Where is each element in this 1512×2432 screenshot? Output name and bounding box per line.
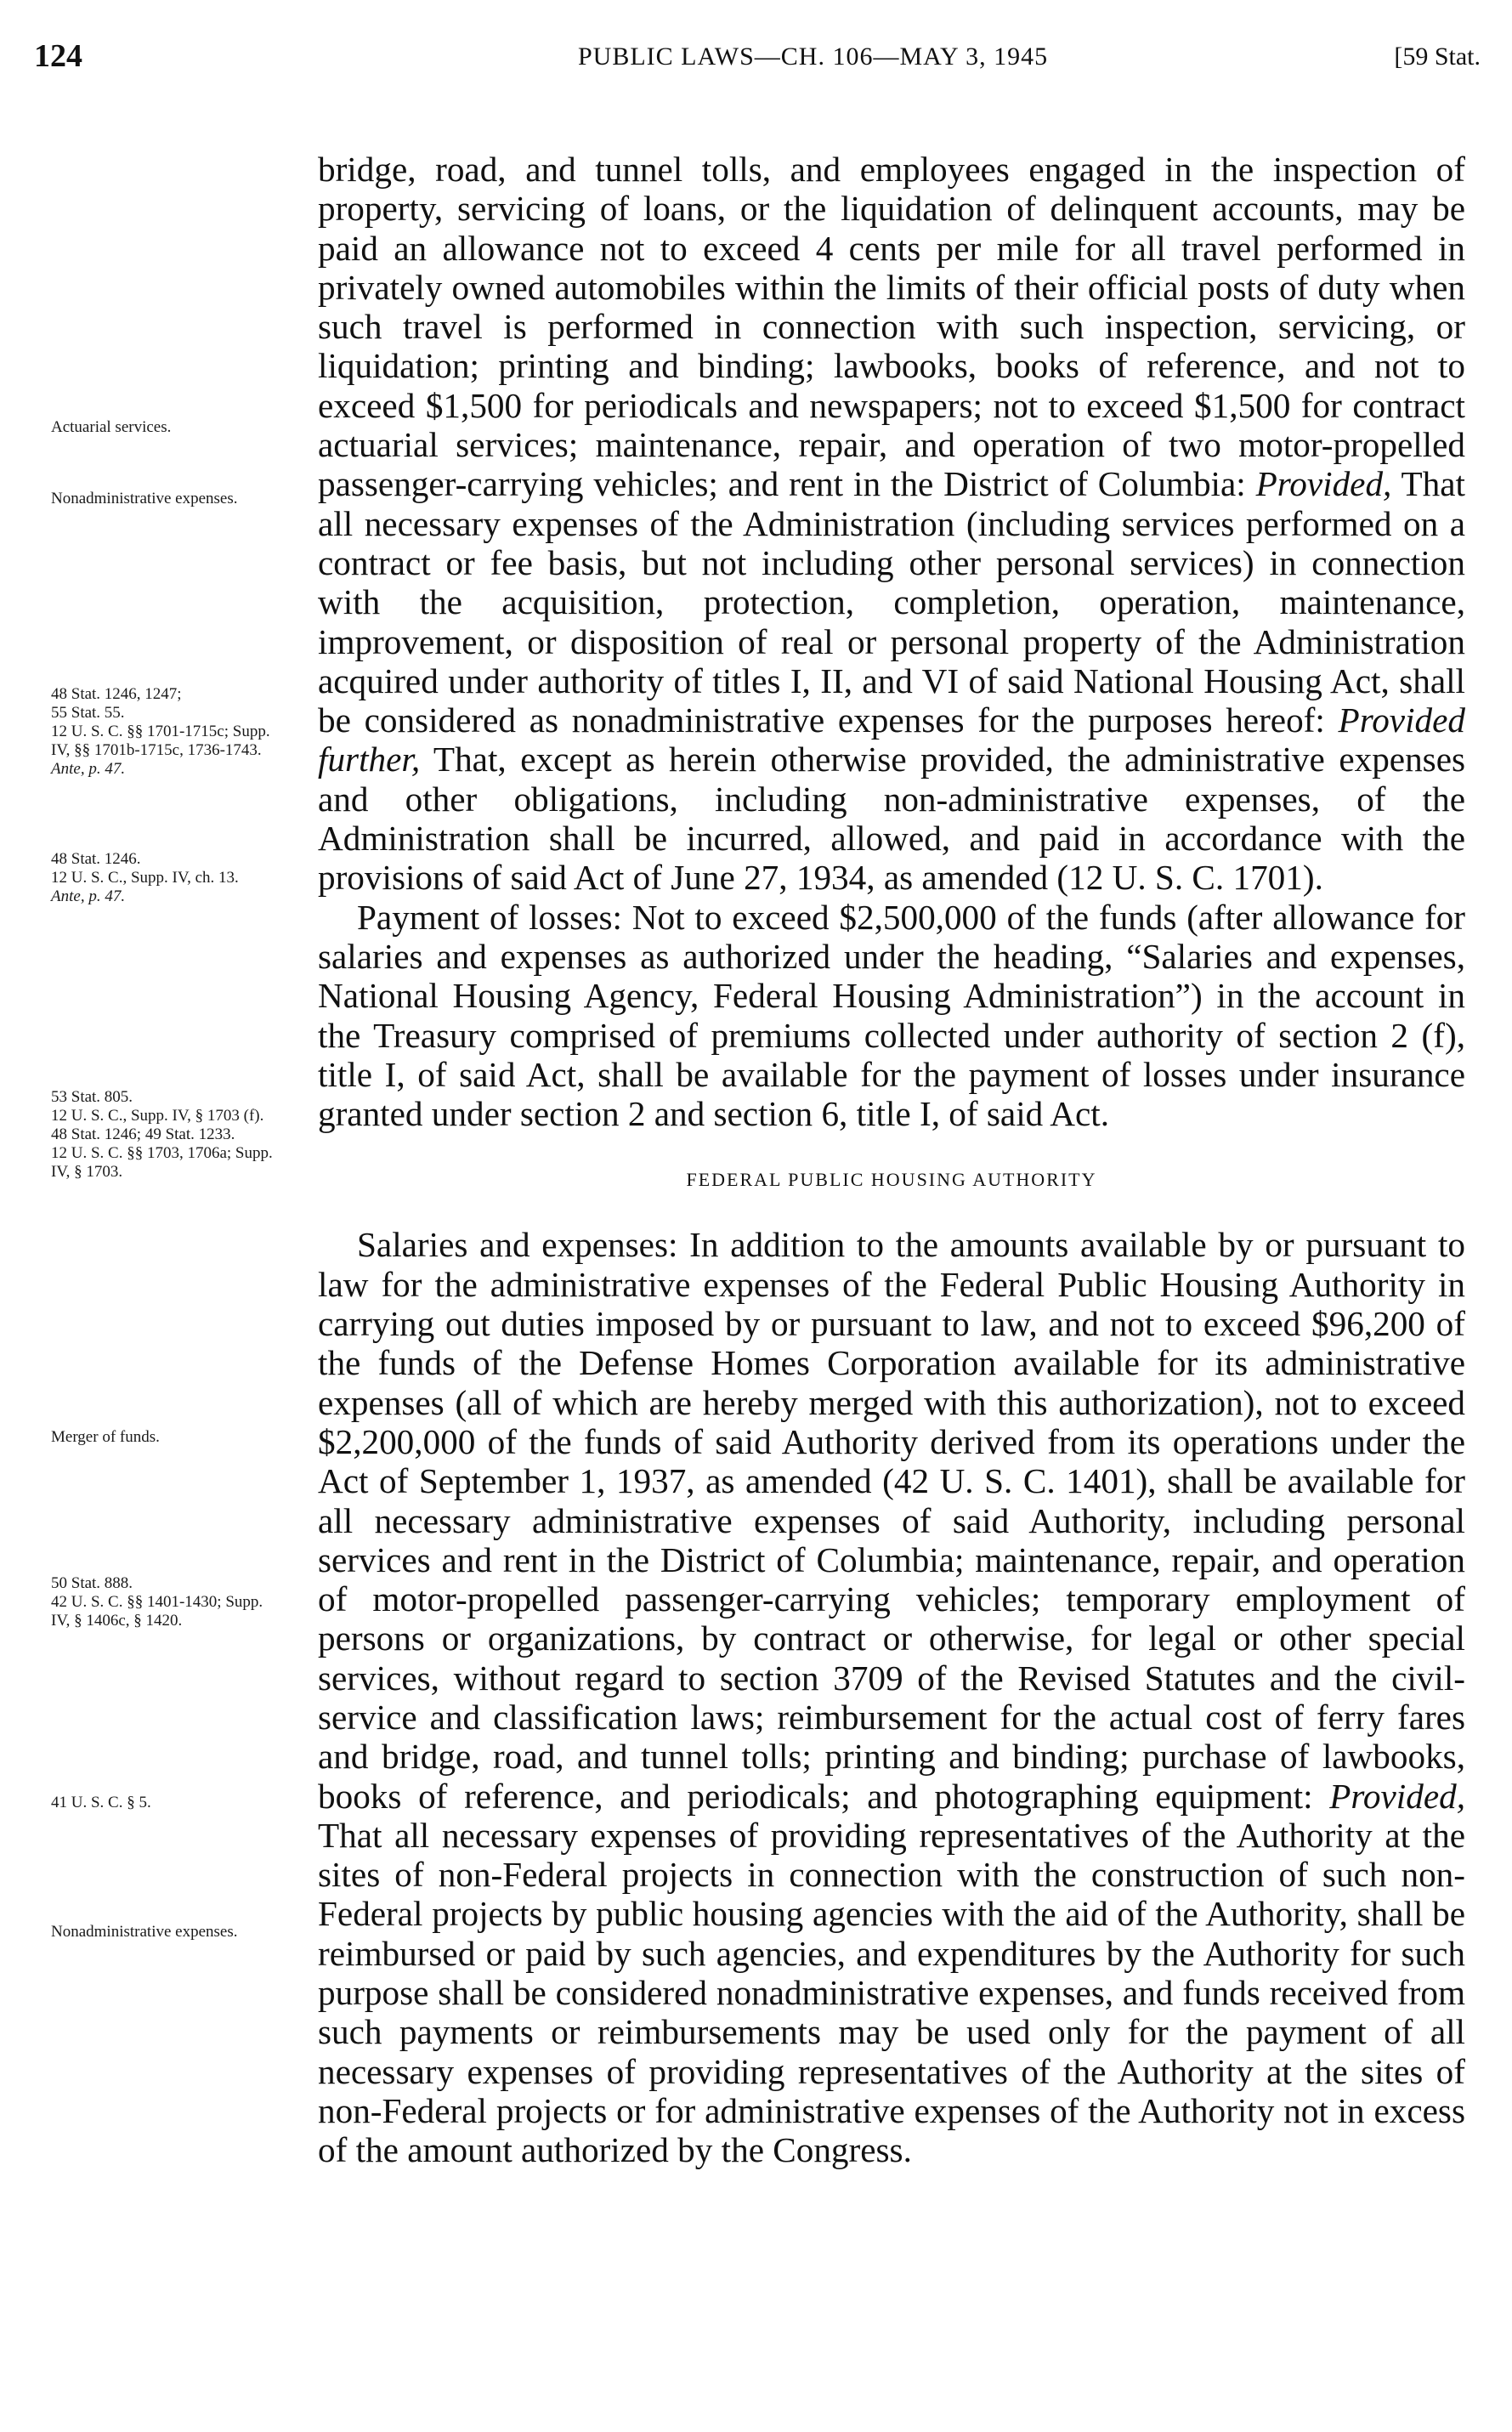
body-text	[318, 150, 1465, 2170]
margin-note-citation-2	[51, 850, 280, 906]
margin-note-citation-3	[51, 1088, 280, 1182]
text-run: bridge, road, and tunnel tolls, and employees engaged in the inspection of property, servicing of loans, or the liquidation of delinquent accounts, may be paid an allowance not to exceed 4 cents per mile for all travel performed in privately owned automobiles within the limits of their official posts of duty when such travel is performed in connection with such inspection, servicing, or liquidation; printing and binding; lawbooks, books of reference, and not to exceed $1,500 for periodicals and newspapers; not to exceed $1,500 for contract actuarial services; maintenance, repair, and operation of two motor-propelled passenger-carrying vehicles; and rent in the District of Columbia:	[318, 150, 1465, 504]
citation-line: 53 Stat. 805.	[51, 1088, 133, 1106]
provided-term: Provided,	[1255, 464, 1392, 504]
margin-note-citation-4	[51, 1574, 280, 1630]
citation-line: Ante, p. 47.	[51, 887, 126, 905]
section-heading: FEDERAL PUBLIC HOUSING AUTHORITY	[686, 1169, 1097, 1191]
statute-reference: [59 Stat.	[1394, 43, 1481, 71]
margin-note-citation-5: 41 U. S. C. § 5.	[51, 1794, 151, 1811]
page-number: 124	[34, 38, 82, 74]
citation-line: 48 Stat. 1246.	[51, 850, 141, 868]
text-run: That all necessary expenses of providing representatives of the Authority at the sites of non-Federal projects in connection with the construction of such non-Federal projects by public housing agencies with the aid of the Authority, shall be reimbursed or paid by such agencies, and expenditures by the Authority for such purpose shall be considered nonadministrative expenses, and funds received from such payments or reimbursements may be used only for the payment of all necessary expenses of providing representatives of the Authority at the sites of non-Federal projects or for administrative expenses of the Authority not in excess of the amount authorized by the Congress.	[318, 1815, 1465, 2170]
page-header	[34, 37, 1481, 80]
margin-note-nonadministrative: Nonadministrative expenses.	[51, 490, 238, 507]
paragraph-continuation	[318, 150, 1465, 898]
citation-line: 48 Stat. 1246; 49 Stat. 1233.	[51, 1125, 235, 1143]
running-head: PUBLIC LAWS—CH. 106—MAY 3, 1945	[578, 43, 1049, 71]
margin-note-merger: Merger of funds.	[51, 1428, 160, 1446]
citation-line: 12 U. S. C., Supp. IV, § 1703 (f).	[51, 1107, 264, 1125]
margin-note-citation-1	[51, 685, 280, 779]
citation-line: Ante, p. 47.	[51, 760, 126, 778]
text-run: That all necessary expenses of the Administration (including services performed on a contract or fee basis, but not including other personal services) in connection with the acquisition, protection, completion, operation, maintenance, improvement, or disposition of real or personal property of the Administration acquired under authority of titles I, II, and VI of said National Housing Act, shall be considered as nonadministrative expenses for the purposes hereof:	[318, 464, 1465, 740]
paragraph-payment-of-losses: Payment of losses: Not to exceed $2,500,000 of the funds (after allowance for salaries and expenses as authorized under the heading, “Salaries and expenses, National Housing Agency, Federal Housing Administration”) in the account in the Treasury comprised of premiums collected under authority of section 2 (f), title I, of said Act, shall be available for the payment of losses under insurance granted under section 2 and section 6, title I, of said Act.	[318, 897, 1465, 1134]
citation-line: 12 U. S. C. §§ 1701-1715c; Supp. IV, §§ 1701b-1715c, 1736-1743.	[51, 723, 270, 759]
text-run: Salaries and expenses: In addition to the amounts available by or pursuant to law for the administrative expenses of the Federal Public Housing Authority in carrying out duties imposed by or pursuant to law, and not to exceed $96,200 of the funds of the Defense Homes Corporation available for its administrative expenses (all of which are hereby merged with this authorization), not to exceed $2,200,000 of the funds of said Authority derived from its operations under the Act of September 1, 1937, as amended (42 U. S. C. 1401), shall be available for all necessary administrative expenses of said Authority, including personal services and rent in the District of Columbia; maintenance, repair, and operation of motor-propelled passenger-carrying vehicles; temporary employment of persons or organizations, by contract or otherwise, for legal or other special services, without regard to section 3709 of the Revised Statutes and the civil-service and classification laws; reimbursement for the actual cost of ferry fares and bridge, road, and tunnel tolls; printing and binding; purchase of lawbooks, books of reference, and periodicals; and photographing equipment:	[318, 1225, 1465, 1816]
citation-line: 48 Stat. 1246, 1247;	[51, 685, 182, 703]
citation-line: 12 U. S. C., Supp. IV, ch. 13.	[51, 869, 239, 887]
citation-line: 50 Stat. 888.	[51, 1574, 133, 1592]
text-run: That, except as herein otherwise provided, the administrative expenses and other obligations, including non-administrative expenses, of the Administration shall be incurred, allowed, and paid in accordance with the provisions of said Act of June 27, 1934, as amended (12 U. S. C. 1701).	[318, 740, 1465, 898]
citation-line: 42 U. S. C. §§ 1401-1430; Supp. IV, § 1406c, § 1420.	[51, 1593, 263, 1630]
margin-note-nonadministrative-2: Nonadministrative expenses.	[51, 1923, 238, 1941]
provided-term: Provided,	[1329, 1776, 1465, 1816]
citation-line: 55 Stat. 55.	[51, 704, 125, 722]
margin-note-actuarial: Actuarial services.	[51, 418, 172, 436]
citation-line: 12 U. S. C. §§ 1703, 1706a; Supp. IV, § 1703.	[51, 1144, 273, 1181]
provided-further-term: Provided further,	[318, 700, 1465, 779]
paragraph-salaries-and-expenses	[318, 1225, 1465, 2169]
